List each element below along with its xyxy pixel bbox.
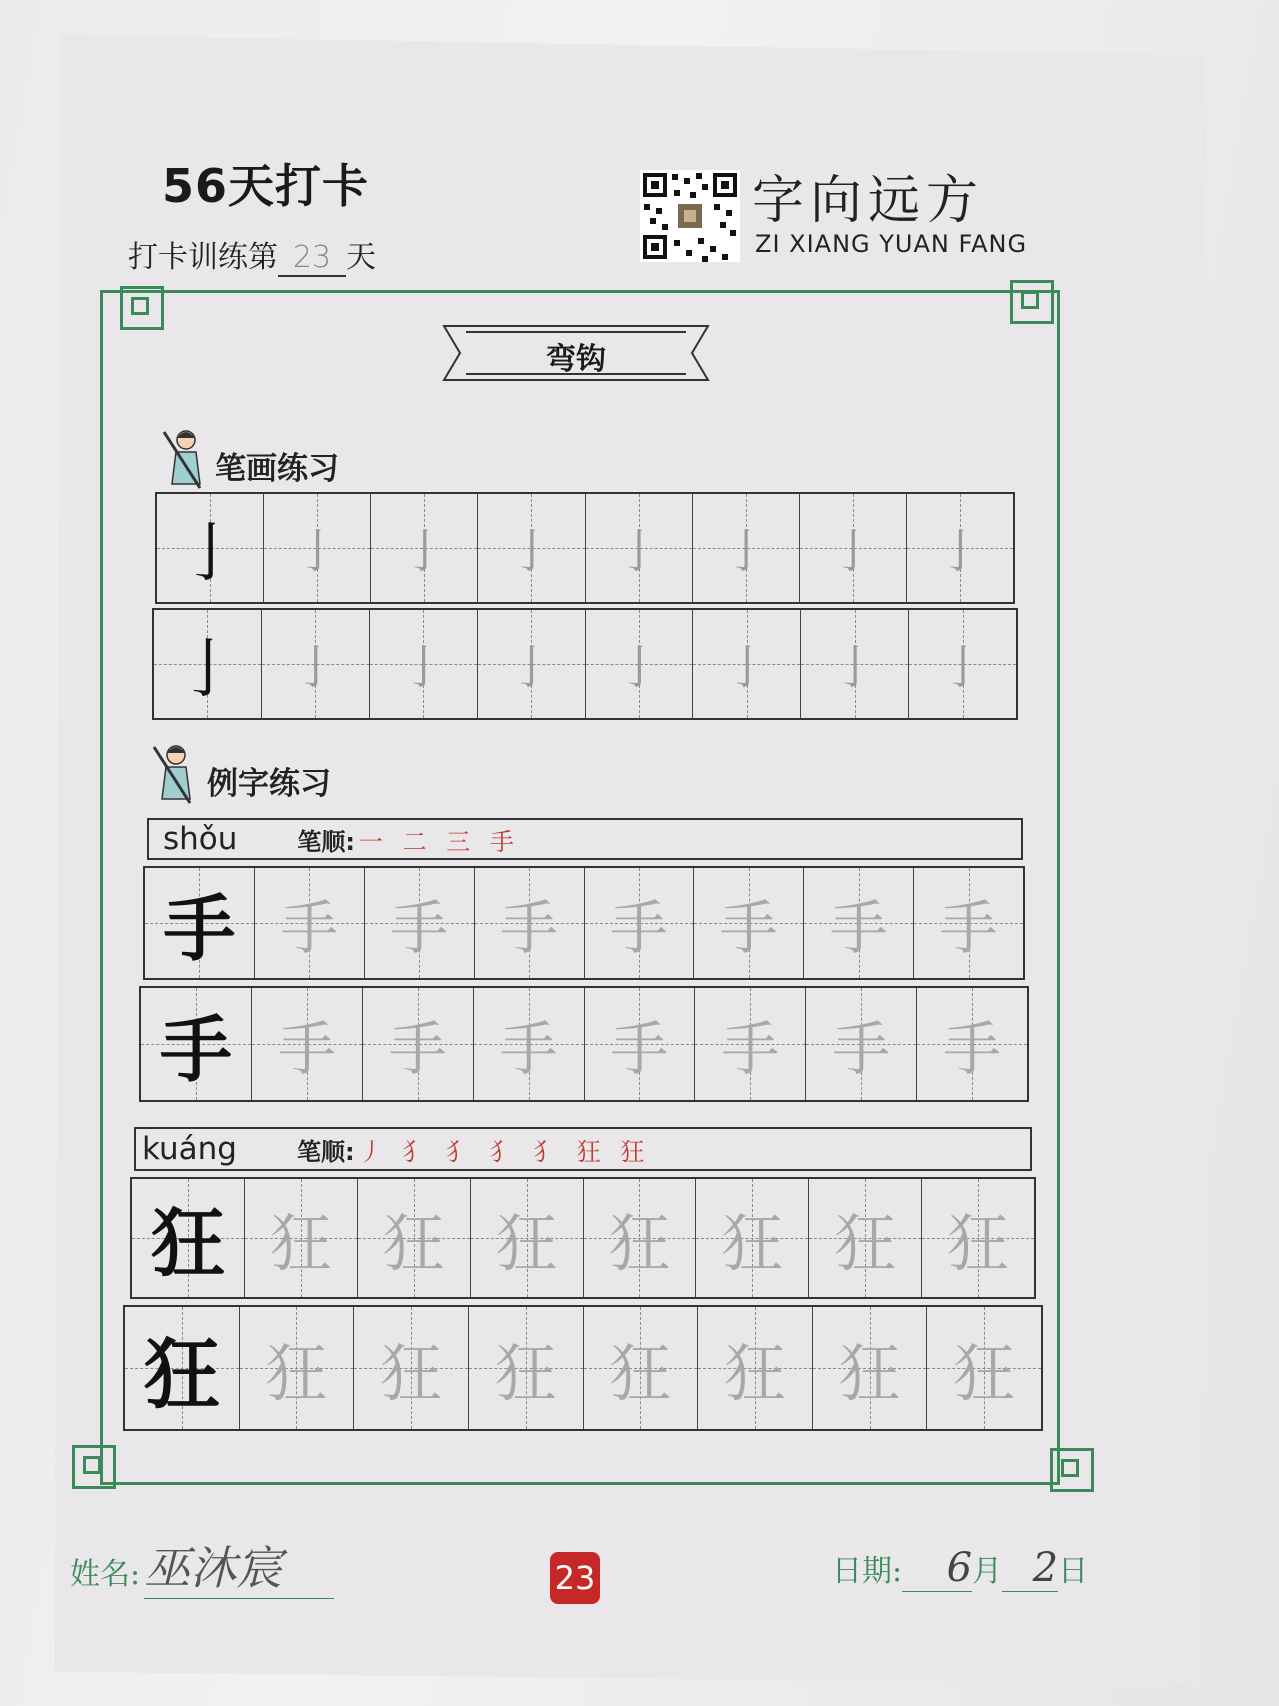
page-title: 56天打卡 <box>162 159 370 213</box>
character-practice-heading: 例字练习 <box>207 766 331 802</box>
trace-character: 狂 <box>953 1336 1016 1410</box>
model-character: 手 <box>159 1007 232 1092</box>
stroke-trace-glyph: 亅 <box>936 524 983 578</box>
practice-cell[interactable] <box>800 494 907 602</box>
practice-cell[interactable] <box>262 610 370 718</box>
trace-character: 手 <box>280 894 339 962</box>
trace-character: 狂 <box>265 1336 328 1410</box>
practice-cell[interactable] <box>245 1179 358 1297</box>
stroke-trace-glyph: 亅 <box>401 524 448 578</box>
practice-cell[interactable] <box>471 1179 584 1297</box>
practice-cell[interactable] <box>804 868 914 978</box>
pinyin-label: shǒu <box>163 821 238 857</box>
stroke-order-sequence: 丿 犭 犭 犭 犭 狂 狂 <box>358 1137 651 1166</box>
trace-character: 狂 <box>382 1206 445 1280</box>
trace-character: 狂 <box>609 1336 672 1410</box>
name-value[interactable]: 巫沐宸 <box>144 1532 334 1599</box>
trace-character: 手 <box>829 894 888 962</box>
practice-cell[interactable] <box>132 1179 245 1297</box>
practice-cell[interactable] <box>141 988 252 1100</box>
practice-cell[interactable] <box>365 868 475 978</box>
trace-character: 狂 <box>608 1206 671 1280</box>
practice-cell[interactable] <box>363 988 474 1100</box>
stroke-trace-glyph: 亅 <box>615 524 662 578</box>
trace-character: 狂 <box>723 1336 786 1410</box>
trace-character: 狂 <box>721 1206 784 1280</box>
practice-cell[interactable] <box>157 494 264 602</box>
trace-character: 狂 <box>834 1206 897 1280</box>
character-info-bar <box>147 818 1023 860</box>
practice-cell[interactable] <box>693 494 800 602</box>
practice-cell[interactable] <box>586 494 693 602</box>
date-field <box>832 1545 1088 1592</box>
model-character: 狂 <box>143 1329 220 1419</box>
trace-character: 手 <box>832 1015 891 1083</box>
brand-name-cn: 字向远方 <box>752 171 985 231</box>
trace-character: 手 <box>610 1015 669 1083</box>
stroke-order-sequence: 一 二 三 手 <box>359 827 520 856</box>
stroke-order-label: 笔顺: <box>296 1137 355 1166</box>
page-number-badge: 23 <box>550 1552 600 1604</box>
practice-cell[interactable] <box>252 988 363 1100</box>
practice-cell[interactable] <box>914 868 1023 978</box>
name-field <box>70 1532 334 1599</box>
brand-name-en: ZI XIANG YUAN FANG <box>755 230 1028 258</box>
trace-character: 狂 <box>380 1336 443 1410</box>
day-counter <box>128 232 376 277</box>
practice-cell[interactable] <box>917 988 1027 1100</box>
stroke-model-glyph: 亅 <box>178 517 243 591</box>
day-suffix: 天 <box>346 240 376 275</box>
practice-cell[interactable] <box>478 610 586 718</box>
trace-character: 手 <box>499 1015 558 1083</box>
practice-cell[interactable] <box>469 1307 584 1429</box>
practice-cell[interactable] <box>154 610 262 718</box>
day-prefix: 打卡训练第 <box>128 240 278 275</box>
trace-character: 手 <box>943 1015 1002 1083</box>
stroke-trace-glyph: 亅 <box>722 524 769 578</box>
trace-character: 手 <box>939 894 998 962</box>
stroke-trace-glyph: 亅 <box>723 640 770 694</box>
practice-cell[interactable] <box>358 1179 471 1297</box>
practice-cell[interactable] <box>125 1307 240 1429</box>
practice-cell[interactable] <box>255 868 365 978</box>
date-label: 日期: <box>832 1554 903 1589</box>
practice-cell[interactable] <box>264 494 371 602</box>
character-practice-row <box>130 1177 1036 1299</box>
practice-cell[interactable] <box>145 868 255 978</box>
corner-ornament <box>1050 1448 1094 1492</box>
stroke-trace-glyph: 亅 <box>508 640 555 694</box>
calligrapher-figure-icon <box>160 428 206 490</box>
banner-title: 弯钩 <box>546 342 606 377</box>
corner-ornament <box>1010 280 1054 324</box>
practice-cell[interactable] <box>584 1307 699 1429</box>
day-value[interactable]: 2 <box>1002 1545 1058 1592</box>
practice-cell[interactable] <box>693 610 801 718</box>
trace-character: 狂 <box>495 1206 558 1280</box>
trace-character: 手 <box>719 894 778 962</box>
character-practice-row <box>139 986 1029 1102</box>
practice-cell[interactable] <box>801 610 909 718</box>
name-label: 姓名: <box>70 1557 141 1592</box>
stroke-order-label: 笔顺: <box>297 827 356 856</box>
stroke-trace-glyph: 亅 <box>829 524 876 578</box>
practice-cell[interactable] <box>474 988 585 1100</box>
practice-cell[interactable] <box>586 610 694 718</box>
stroke-practice-row-2 <box>152 608 1018 720</box>
stroke-trace-glyph: 亅 <box>292 640 339 694</box>
character-info-bar <box>134 1127 1032 1171</box>
month-label: 月 <box>972 1554 1003 1589</box>
practice-cell[interactable] <box>585 988 696 1100</box>
model-character: 狂 <box>150 1201 225 1287</box>
practice-cell[interactable] <box>806 988 917 1100</box>
practice-cell[interactable] <box>696 1179 809 1297</box>
practice-cell[interactable] <box>354 1307 469 1429</box>
section-banner <box>440 322 712 384</box>
practice-cell[interactable] <box>909 610 1016 718</box>
stroke-trace-glyph: 亅 <box>508 524 555 578</box>
day-value: 23 <box>278 240 346 277</box>
qr-code-icon <box>640 170 740 262</box>
practice-cell[interactable] <box>240 1307 355 1429</box>
stroke-trace-glyph: 亅 <box>939 640 986 694</box>
trace-character: 狂 <box>494 1336 557 1410</box>
trace-character: 手 <box>609 894 668 962</box>
day-label: 日 <box>1058 1554 1089 1589</box>
stroke-trace-glyph: 亅 <box>615 640 662 694</box>
trace-character: 手 <box>277 1015 336 1083</box>
month-value[interactable]: 6 <box>902 1545 972 1592</box>
practice-cell[interactable] <box>475 868 585 978</box>
practice-cell[interactable] <box>927 1307 1041 1429</box>
practice-cell[interactable] <box>478 494 585 602</box>
stroke-trace-glyph: 亅 <box>294 524 341 578</box>
practice-cell[interactable] <box>695 988 806 1100</box>
practice-cell[interactable] <box>809 1179 922 1297</box>
corner-ornament <box>120 286 164 330</box>
calligrapher-figure-icon <box>150 743 196 805</box>
stroke-practice-row-1 <box>155 492 1015 604</box>
trace-character: 手 <box>388 1015 447 1083</box>
practice-cell[interactable] <box>922 1179 1034 1297</box>
stroke-practice-heading: 笔画练习 <box>215 451 339 487</box>
stroke-trace-glyph: 亅 <box>831 640 878 694</box>
practice-cell[interactable] <box>694 868 804 978</box>
practice-cell[interactable] <box>584 1179 697 1297</box>
trace-character: 手 <box>721 1015 780 1083</box>
stroke-trace-glyph: 亅 <box>400 640 447 694</box>
practice-cell[interactable] <box>585 868 695 978</box>
practice-cell[interactable] <box>371 494 478 602</box>
practice-cell[interactable] <box>698 1307 813 1429</box>
trace-character: 手 <box>390 894 449 962</box>
practice-cell[interactable] <box>370 610 478 718</box>
corner-ornament <box>72 1445 116 1489</box>
model-character: 手 <box>163 886 236 971</box>
trace-character: 狂 <box>838 1336 901 1410</box>
character-practice-row <box>143 866 1025 980</box>
trace-character: 狂 <box>269 1206 332 1280</box>
trace-character: 手 <box>500 894 559 962</box>
character-practice-row <box>123 1305 1043 1431</box>
practice-cell[interactable] <box>907 494 1013 602</box>
practice-cell[interactable] <box>813 1307 928 1429</box>
stroke-model-glyph: 亅 <box>175 633 240 707</box>
pinyin-label: kuáng <box>142 1131 237 1167</box>
trace-character: 狂 <box>947 1206 1010 1280</box>
